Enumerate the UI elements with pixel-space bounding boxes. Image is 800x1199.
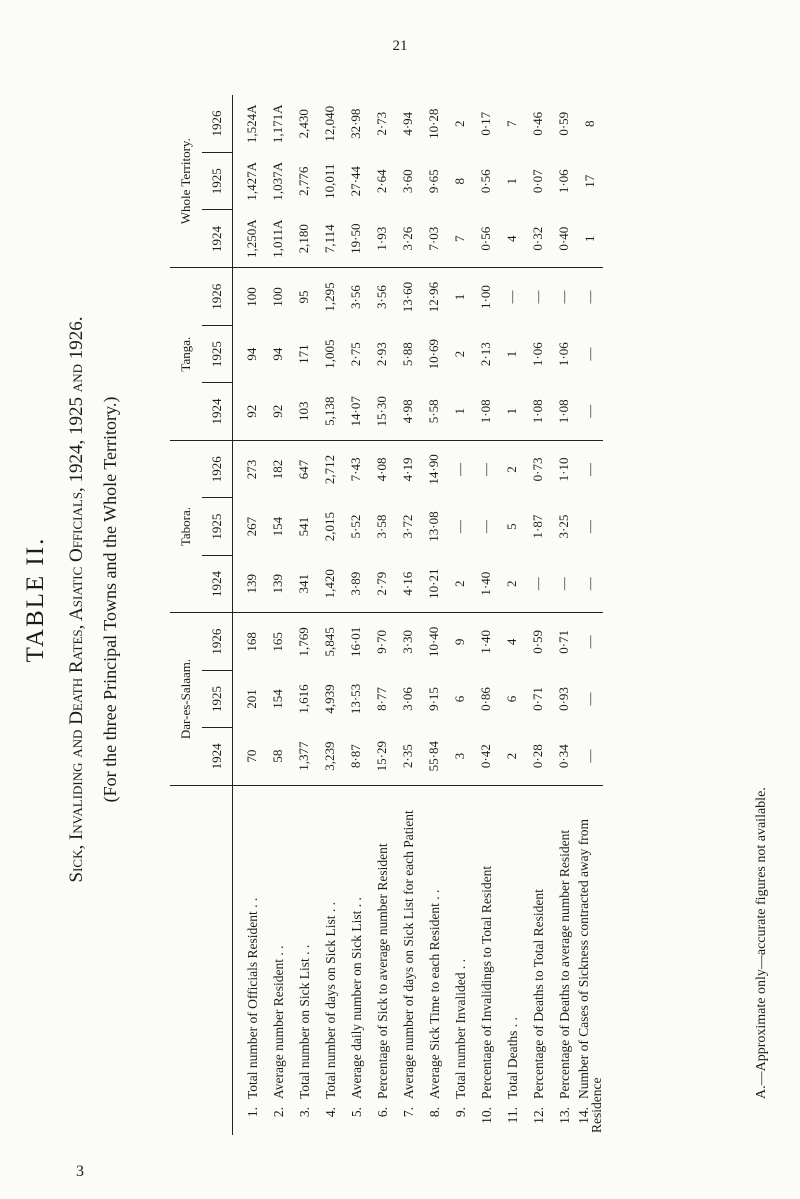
row-label: Percentage of Deaths to average number Resident <box>556 829 572 1099</box>
row-label: Average Sick Time to each Resident . . <box>426 889 442 1099</box>
value-cell: 168 <box>233 613 266 671</box>
value-cell: 0·93 <box>556 687 571 711</box>
table-row <box>265 95 291 1135</box>
value-cell: 2 <box>504 466 519 473</box>
value-cell: 9·70 <box>374 629 389 654</box>
year-header: 1926 <box>202 440 233 498</box>
value-cell: 0·86 <box>478 687 493 711</box>
value-cell: 0·42 <box>473 728 499 786</box>
value-cell: 8 <box>582 120 597 127</box>
value-cell: 0·07 <box>530 169 545 194</box>
value-cell: 2 <box>452 120 467 127</box>
footer-number: 3 <box>76 1163 84 1180</box>
value-cell: 7,114 <box>317 210 343 268</box>
row-number: 6. <box>374 1107 390 1118</box>
row-label: Total Deaths . . <box>504 1017 520 1099</box>
value-cell: 1 <box>499 383 525 441</box>
value-cell: 10·40 <box>426 626 441 658</box>
group-header: Tanga. <box>170 268 202 440</box>
value-cell: 4,939 <box>322 684 337 714</box>
year-header: 1924 <box>202 555 233 613</box>
value-cell: 3 <box>447 728 473 786</box>
table-row <box>577 95 603 1135</box>
value-cell: 1,250A <box>233 210 266 268</box>
value-cell: 171 <box>296 344 311 364</box>
value-cell: — <box>577 383 603 441</box>
value-cell: — <box>582 635 597 649</box>
value-cell: 2 <box>499 728 525 786</box>
value-cell: 1·93 <box>369 210 395 268</box>
table-row <box>317 95 343 1135</box>
value-cell: 0·71 <box>556 629 571 654</box>
value-cell: 1·10 <box>556 457 571 482</box>
value-cell: 154 <box>270 689 285 709</box>
value-cell: 1,005 <box>322 339 337 369</box>
value-cell: 1,420 <box>317 555 343 613</box>
group-header: Dar-es-Salaam. <box>170 613 202 785</box>
value-cell: 1,524A <box>233 95 266 153</box>
table-row <box>525 95 551 1135</box>
value-cell: 13·60 <box>400 281 415 313</box>
table-row <box>421 95 447 1135</box>
value-cell: 3·26 <box>395 210 421 268</box>
row-label-cell <box>499 785 525 1135</box>
value-cell: 2·64 <box>374 169 389 194</box>
row-label: Number of Cases of Sickness contracted away from Residence <box>576 818 604 1133</box>
year-header-row <box>202 95 233 1135</box>
value-cell: 0·56 <box>473 210 499 268</box>
value-cell: — <box>582 347 597 361</box>
value-cell: 2·93 <box>374 342 389 367</box>
value-cell: 8 <box>452 177 467 185</box>
value-cell: 3·06 <box>400 687 415 711</box>
table-title: Sick, Invaliding and Death Rates, Asiatic Officials, 1924, 1925 and 1926. <box>66 316 87 883</box>
row-number: 10. <box>478 1107 494 1124</box>
table-label: TABLE II. <box>22 536 49 663</box>
value-cell: 541 <box>296 516 311 537</box>
table-body <box>233 95 604 1135</box>
value-cell: 1·06 <box>556 342 571 367</box>
value-cell: 2·75 <box>348 342 363 367</box>
value-cell: — <box>577 728 603 786</box>
value-cell: 154 <box>270 516 285 537</box>
value-cell: — <box>452 462 467 476</box>
value-cell: 0·71 <box>530 687 545 711</box>
value-cell: 0·59 <box>556 111 571 136</box>
value-cell: 15·30 <box>369 383 395 441</box>
value-cell: 8·87 <box>343 728 369 786</box>
row-label: Total number of Officials Resident . . <box>244 897 260 1099</box>
value-cell: 2,180 <box>291 210 317 268</box>
value-cell: — <box>582 290 597 304</box>
value-cell: 0·28 <box>525 728 551 786</box>
value-cell: 94 <box>233 326 266 383</box>
value-cell: 1,427A <box>233 153 266 210</box>
row-number: 12. <box>530 1107 546 1124</box>
value-cell: 267 <box>233 498 266 555</box>
year-header: 1924 <box>202 383 233 441</box>
value-cell: 0·40 <box>551 210 577 268</box>
value-cell: 1 <box>447 383 473 441</box>
value-cell: 4·16 <box>395 555 421 613</box>
value-cell: 5·58 <box>421 383 447 441</box>
value-cell: 3·72 <box>400 514 415 539</box>
value-cell: 1·08 <box>551 383 577 441</box>
value-cell: 5,138 <box>317 383 343 441</box>
value-cell: 92 <box>233 383 266 441</box>
row-number: 5. <box>348 1107 364 1118</box>
value-cell: 92 <box>265 383 291 441</box>
value-cell: — <box>556 290 571 304</box>
value-cell: 2,712 <box>322 454 337 485</box>
year-header: 1925 <box>202 326 233 383</box>
value-cell: 2,430 <box>296 109 311 139</box>
table-row <box>369 95 395 1135</box>
value-cell: 0·34 <box>551 728 577 786</box>
value-cell: 5·88 <box>400 342 415 367</box>
value-cell: 4·19 <box>400 457 415 482</box>
value-cell: 2 <box>447 555 473 613</box>
page-number: 21 <box>392 38 408 54</box>
value-cell: 5,845 <box>322 627 337 657</box>
value-cell: 7·03 <box>421 210 447 268</box>
value-cell: 341 <box>291 555 317 613</box>
value-cell: 17 <box>582 174 597 188</box>
value-cell: 1 <box>452 293 467 301</box>
value-cell: 3·25 <box>556 514 571 539</box>
value-cell: — <box>577 555 603 613</box>
value-cell: 273 <box>233 440 266 498</box>
value-cell: 95 <box>296 290 311 304</box>
value-cell: — <box>504 290 519 304</box>
value-cell: 2·73 <box>374 111 389 136</box>
value-cell: 0·17 <box>478 111 493 136</box>
value-cell: 201 <box>233 670 266 727</box>
value-cell: 4 <box>499 210 525 268</box>
value-cell: 2 <box>452 350 467 358</box>
value-cell: 1·06 <box>556 169 571 194</box>
value-cell: 1·08 <box>525 383 551 441</box>
row-label: Average number of days on Sick List for each Patient <box>400 810 416 1099</box>
value-cell: 2 <box>499 555 525 613</box>
value-cell: 6 <box>504 695 519 703</box>
row-label-cell <box>233 785 266 1135</box>
year-header: 1926 <box>202 613 233 671</box>
value-cell: 647 <box>296 459 311 480</box>
value-cell: 10·21 <box>421 555 447 613</box>
year-header: 1925 <box>202 670 233 727</box>
value-cell: 58 <box>265 728 291 786</box>
value-cell: 165 <box>270 632 285 652</box>
group-header-row <box>170 95 202 1135</box>
value-cell: 0·46 <box>530 111 545 136</box>
value-cell: 9 <box>452 638 467 646</box>
value-cell: 14·90 <box>426 454 441 485</box>
value-cell: 1·00 <box>478 285 493 309</box>
table-subtitle: (For the three Principal Towns and the Whole Territory.) <box>100 396 120 803</box>
value-cell: 12·96 <box>426 281 441 313</box>
row-label-cell <box>551 785 577 1135</box>
value-cell: 3·56 <box>348 285 363 309</box>
value-cell: 0·32 <box>525 210 551 268</box>
value-cell: 0·73 <box>530 457 545 482</box>
row-label-cell <box>291 785 317 1135</box>
group-header: Whole Territory. <box>170 95 202 268</box>
row-number: 9. <box>452 1107 468 1118</box>
row-label: Total number on Sick List . . <box>296 944 312 1099</box>
value-cell: 4·98 <box>395 383 421 441</box>
value-cell: 19·50 <box>343 210 369 268</box>
table-row <box>499 95 525 1135</box>
year-header: 1924 <box>202 210 233 268</box>
group-header: Tabora. <box>170 440 202 612</box>
table-row <box>395 95 421 1135</box>
value-cell: 9·65 <box>426 169 441 194</box>
value-cell: 1,377 <box>291 728 317 786</box>
value-cell: 1·87 <box>530 514 545 539</box>
value-cell: 55·84 <box>421 728 447 786</box>
value-cell: 182 <box>270 459 285 480</box>
value-cell: 10,011 <box>322 163 337 199</box>
value-cell: 1,616 <box>296 684 311 714</box>
value-cell: 3·56 <box>374 285 389 309</box>
table-row <box>473 95 499 1135</box>
table-row <box>551 95 577 1135</box>
value-cell: — <box>530 290 545 304</box>
row-label-cell <box>473 785 499 1135</box>
value-cell: 13·53 <box>348 683 363 715</box>
value-cell: — <box>582 520 597 534</box>
value-cell: 13·08 <box>426 511 441 542</box>
value-cell: 1·40 <box>478 629 493 654</box>
row-label-cell <box>395 785 421 1135</box>
value-cell: 16·01 <box>348 626 363 658</box>
value-cell: 94 <box>270 347 285 361</box>
row-label-cell <box>525 785 551 1135</box>
value-cell: 14·07 <box>343 383 369 441</box>
value-cell: 10·69 <box>426 338 441 370</box>
year-header: 1926 <box>202 268 233 326</box>
row-label-cell <box>447 785 473 1135</box>
value-cell: — <box>478 520 493 534</box>
year-header: 1926 <box>202 95 233 153</box>
value-cell: 27·44 <box>348 166 363 197</box>
value-cell: 1,295 <box>322 282 337 312</box>
value-cell: 103 <box>291 383 317 441</box>
value-cell: 139 <box>265 555 291 613</box>
value-cell: 1·40 <box>473 555 499 613</box>
value-cell: — <box>582 462 597 476</box>
value-cell: — <box>525 555 551 613</box>
value-cell: 100 <box>233 268 266 326</box>
value-cell: 3·60 <box>400 169 415 194</box>
statistics-table <box>170 95 603 1135</box>
value-cell: 32·98 <box>348 108 363 139</box>
value-cell: — <box>582 692 597 706</box>
row-label-cell <box>317 785 343 1135</box>
value-cell: 7 <box>447 210 473 268</box>
value-cell: 4·08 <box>374 457 389 482</box>
year-header: 1925 <box>202 498 233 555</box>
value-cell: 12,040 <box>322 105 337 142</box>
row-number: 7. <box>400 1107 416 1118</box>
row-label-cell <box>343 785 369 1135</box>
row-label: Percentage of Invalidings to Total Resident <box>478 865 494 1099</box>
row-label: Percentage of Sick to average number Resident <box>374 843 390 1099</box>
row-label-cell <box>265 785 291 1135</box>
value-cell: 7·43 <box>348 457 363 482</box>
value-cell: — <box>551 555 577 613</box>
row-number: 1. <box>244 1107 260 1118</box>
row-number: 11. <box>504 1107 520 1124</box>
value-cell: 100 <box>270 287 285 307</box>
footnote: A.—Approximate only—accurate figures not available. <box>754 787 769 1099</box>
row-number: 4. <box>322 1107 338 1118</box>
value-cell: — <box>478 462 493 476</box>
table-row <box>291 95 317 1135</box>
value-cell: 1·06 <box>530 342 545 367</box>
value-cell: 9·15 <box>426 687 441 711</box>
value-cell: 1 <box>577 210 603 268</box>
value-cell: 3·30 <box>400 629 415 654</box>
value-cell: 1,769 <box>296 627 311 657</box>
row-label-cell <box>577 785 603 1135</box>
year-header: 1924 <box>202 728 233 786</box>
value-cell: 7 <box>504 120 519 127</box>
row-label-cell <box>369 785 395 1135</box>
table-row <box>447 95 473 1135</box>
value-cell: 5·52 <box>348 514 363 539</box>
value-cell: 1 <box>504 177 519 185</box>
value-cell: 0·56 <box>478 169 493 194</box>
value-cell: 15·29 <box>369 728 395 786</box>
value-cell: 6 <box>452 695 467 703</box>
value-cell: 8·77 <box>374 687 389 711</box>
row-label: Percentage of Deaths to Total Resident <box>530 889 546 1099</box>
value-cell: 2·13 <box>478 342 493 367</box>
value-cell: 2,776 <box>296 166 311 196</box>
row-label: Average number Resident . . <box>270 945 286 1099</box>
value-cell: 2·35 <box>395 728 421 786</box>
value-cell: 2·79 <box>369 555 395 613</box>
year-header: 1925 <box>202 153 233 210</box>
value-cell: 1,011A <box>265 210 291 268</box>
value-cell: 5 <box>504 523 519 530</box>
value-cell: 139 <box>233 555 266 613</box>
value-cell: 3,239 <box>317 728 343 786</box>
value-cell: 1 <box>504 350 519 358</box>
value-cell: 4 <box>504 638 519 646</box>
row-number: 13. <box>556 1107 572 1124</box>
row-number: 8. <box>426 1107 442 1118</box>
value-cell: 0·59 <box>530 629 545 654</box>
value-cell: 1,171A <box>270 104 285 144</box>
row-label: Total number Invalided . . <box>452 958 468 1099</box>
table-row <box>343 95 369 1135</box>
row-number: 2. <box>270 1107 286 1118</box>
value-cell: 70 <box>233 728 266 786</box>
value-cell: 2,015 <box>322 511 337 542</box>
row-number: 3. <box>296 1107 312 1118</box>
row-label: Total number of days on Sick List . . <box>322 901 338 1099</box>
value-cell: 3·89 <box>343 555 369 613</box>
value-cell: 10·28 <box>426 108 441 139</box>
row-number: 14. <box>576 1107 591 1124</box>
value-cell: 4·94 <box>400 111 415 136</box>
value-cell: 1·08 <box>473 383 499 441</box>
value-cell: 1,037A <box>270 161 285 201</box>
row-label-cell <box>421 785 447 1135</box>
row-label: Average daily number on Sick List . . <box>348 897 364 1099</box>
value-cell: — <box>452 520 467 534</box>
value-cell: 3·58 <box>374 514 389 539</box>
table-row <box>233 95 266 1135</box>
